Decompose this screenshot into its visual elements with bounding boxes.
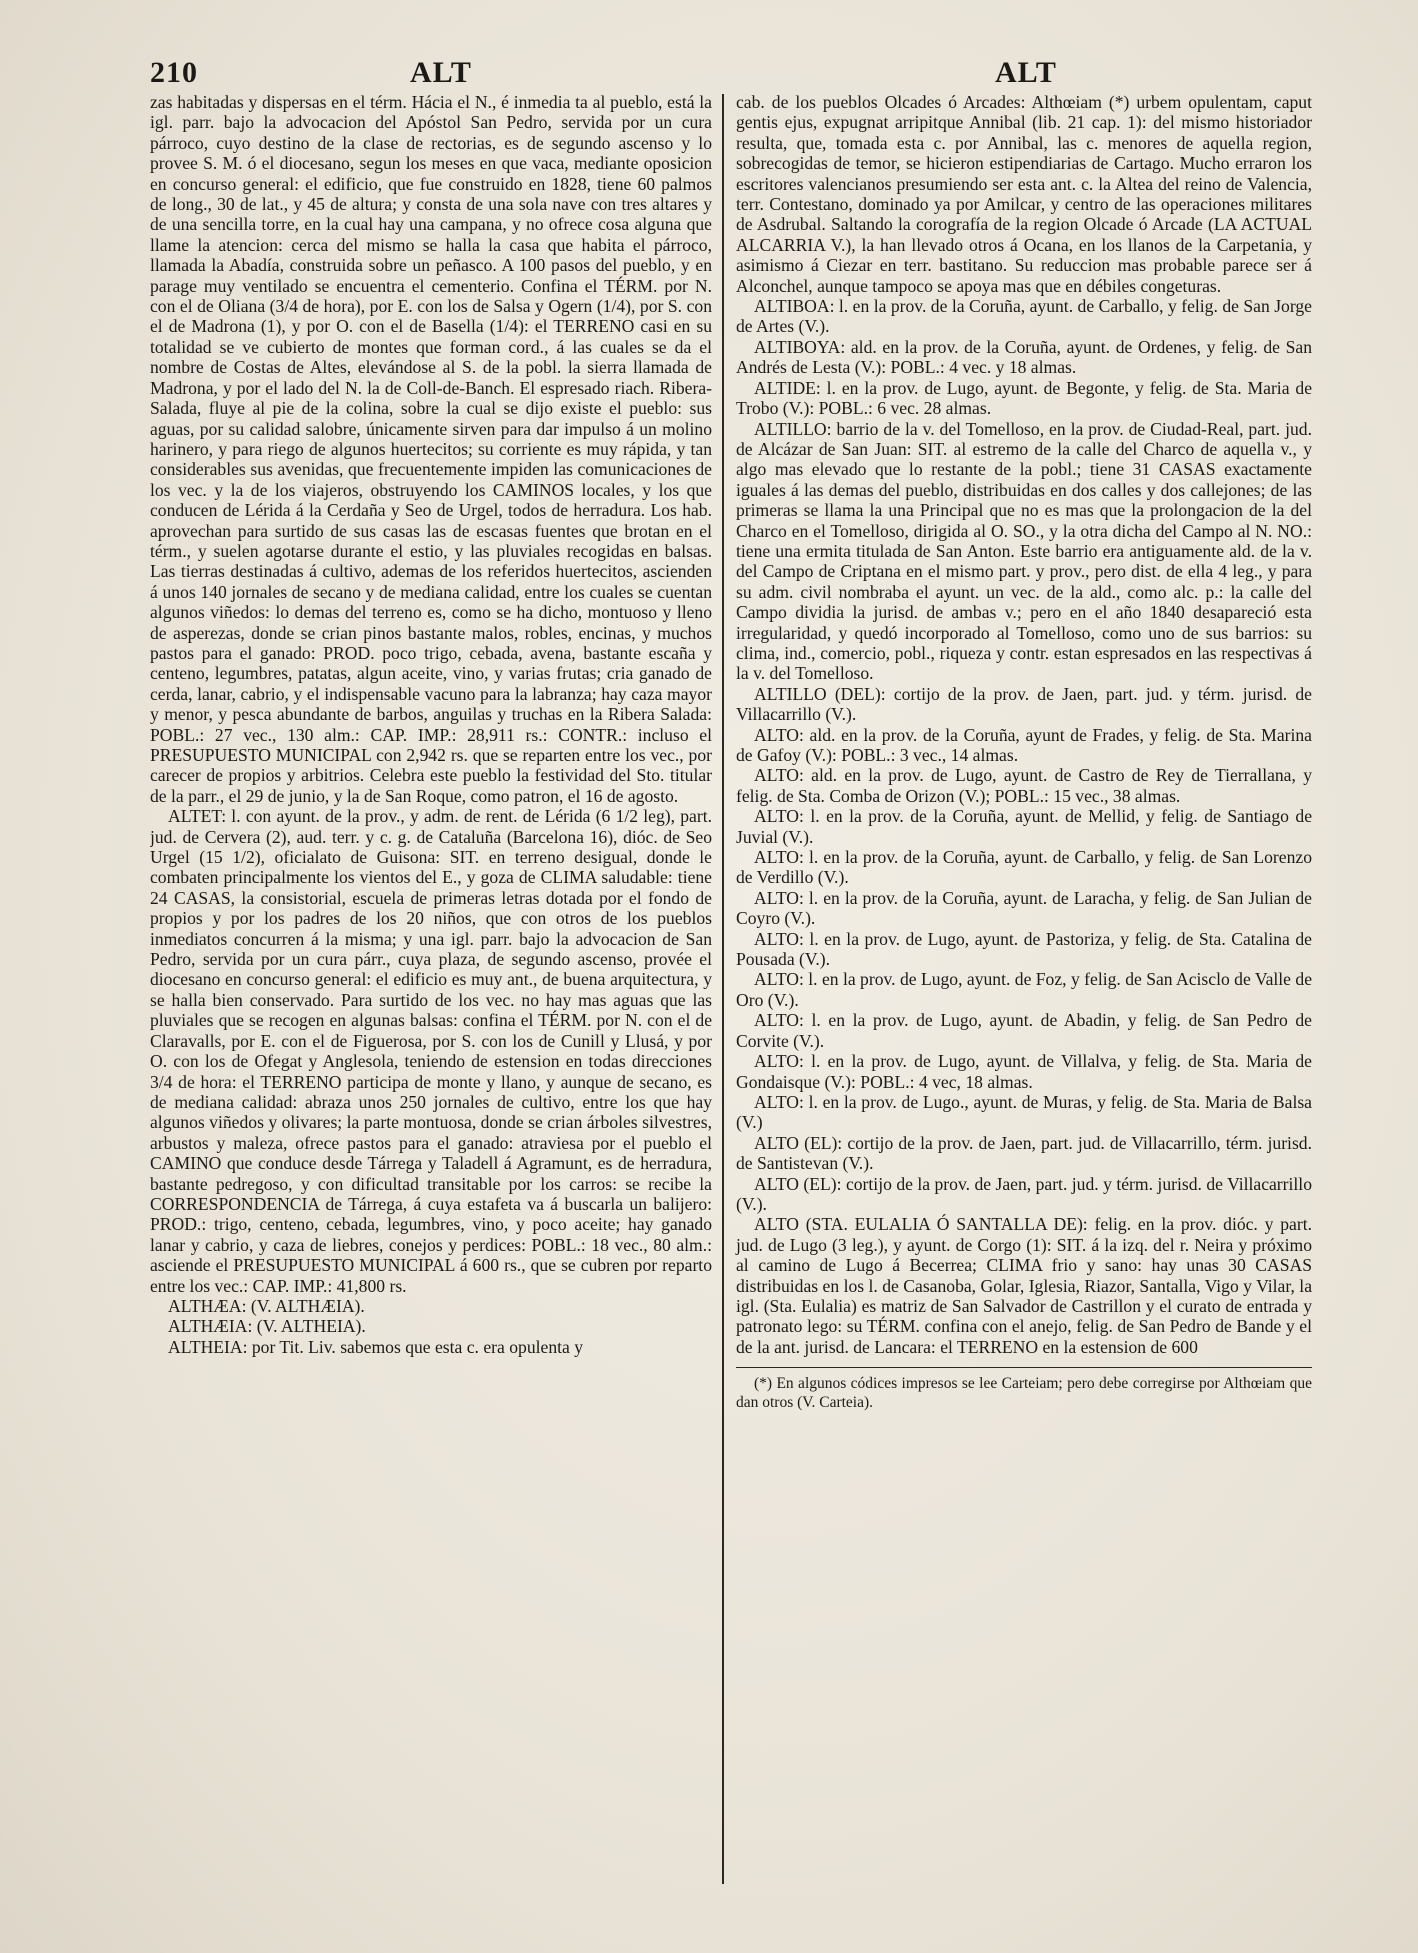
entry-paragraph: cab. de los pueblos Olcades ó Arcades: Althœiam (*) urbem opulentam, caput gentis ejus, expugnat arripitque Annibal (lib. 21 cap. 1): del mismo historiador resulta, que, tomada esta c. por Annibal, las c. menores de aquella region, sobrecogidas de temor, se hicieron estipendiarias de Cartago. Mucho erraron los escritores valencianos presumiendo ser esta ant. c. la Altea del reino de Valencia, terr. Contestano, dominado ya por Amilcar, y centro de las operaciones militares de Asdrubal. Saltando la corografía de la region Olcade ó Arcade (LA ACTUAL ALCARRIA V.), la han llevado otros á Ocana, en los llanos de la Carpetania, y asimismo á Ciezar en terr. bastitano. Su reduccion mas probable parece ser á Alconchel, aunque tampoco se apoya mas que en débiles congeturas.: [736, 92, 1312, 296]
entry-alto: ALTO: l. en la prov. de Lugo, ayunt. de Abadin, y felig. de San Pedro de Corvite (V.).: [736, 1010, 1312, 1051]
entry-paragraph: zas habitadas y dispersas en el térm. Hácia el N., é inmedia ta al pueblo, está la igl. parr. bajo la advocacion del Apóstol San Pedro, servida por un cura párroco, cuyo destino de la clase de rectorias, es de segundo ascenso y lo provee S. M. ó el diocesano, segun los meses en que vaca, mediante oposicion en concurso general: el edificio, que fue construido en 1828, tiene 60 palmos de long., 30 de lat., y 45 de altura; y consta de una sola nave con tres altares y de una sencilla torre, en la cual hay una campana, y no ofrece cosa alguna que llame la atencion: cerca del mismo se halla la casa que habita el párroco, llamada la Abadía, construida sobre un peñasco. A 100 pasos del pueblo, y en parage muy ventilado se encuentra el cementerio. Confina el TÉRM. por N. con el de Oliana (3/4 de hora), por E. con los de Salsa y Ogern (1/4), por S. con el de Madrona (1), y por O. con el de Basella (1/4): el TERRENO casi en su totalidad se ve cubierto de montes que forman cord., á las cuales se da el nombre de Costas de Altes, elevándose al S. de la pobl. la sierra llamada de Madrona, y por el lado del N. la de Coll-de-Banch. El espresado riach. Ribera-Salada, fluye al pie de la colina, sobre la cual se dijo existe el pueblo: sus aguas, por su calidad salobre, únicamente sirven para dar impulso á un molino harinero, y para riego de algunos huertecitos; su corriente es muy rápida, y tan considerables sus avenidas, que frecuentemente impiden las comunicaciones de los vec. y la de los viajeros, obstruyendo los CAMINOS locales, y los que conducen de Lérida á la Cerdaña y Seo de Urgel, todos de herradura. Los hab. aprovechan para surtido de sus casas las de escasas fuentes que brotan en el térm., y suelen agotarse durante el estio, y las pluviales recogidas en balsas. Las tierras destinadas á cultivo, ademas de los referidos huertecitos, ascienden á unos 140 jornales de secano y de mediana calidad, entre los cuales se cuentan algunos viñedos: lo demas del terreno es, como se ha dicho, montuoso y lleno de asperezas, donde se crian pinos bastante malos, robles, encinas, y muchos pastos para el ganado: PROD. poco trigo, cebada, avena, bastante escaña y centeno, legumbres, patatas, algun aceite, vino, y varias frutas; cria ganado de cerda, lanar, cabrio, y el indispensable vacuno para la labranza; hay caza mayor y menor, y pesca abundante de barbos, anguilas y truchas en la Ribera Salada: POBL.: 27 vec., 130 alm.: CAP. IMP.: 28,911 rs.: CONTR.: incluso el PRESUPUESTO MUNICIPAL con 2,942 rs. que se reparten entre los vec., por carecer de propios y arbitrios. Celebra este pueblo la festividad del Sto. titular de la parr., el 29 de junio, y la de San Roque, como patron, el 16 de agosto.: [150, 92, 712, 806]
entry-alto: ALTO: l. en la prov. de la Coruña, ayunt. de Laracha, y felig. de San Julian de Coyro (V.).: [736, 887, 1312, 929]
entry-altiboya: ALTIBOYA: ald. en la prov. de la Coruña, ayunt. de Ordenes, y felig. de San Andrés de Lesta (V.): POBL.: 4 vec. y 18 almas.: [736, 336, 1312, 378]
entry-alto-el: ALTO (EL): cortijo de la prov. de Jaen, part. jud. de Villacarrillo, térm. jurisd. de Santistevan (V.).: [736, 1132, 1312, 1174]
entry-altiboa: ALTIBOA: l. en la prov. de la Coruña, ayunt. de Carballo, y felig. de San Jorge de Artes (V.).: [736, 296, 1312, 337]
entry-altillo: ALTILLO: barrio de la v. del Tomelloso, en la prov. de Ciudad-Real, part. jud. de Alcázar de San Juan: SIT. al estremo de la calle del Charco de aquella v., y algo mas elevado que lo restante de la pobl.; tiene 31 CASAS exactamente iguales á las demas del pueblo, distribuidas en dos calles y dos callejones; de las primeras se llama la una Principal que no es mas que la prolongacion de la del Charco en el Tomelloso, dirigida al O. SO., y la otra dicha del Campo al N. NO.: tiene una ermita titulada de San Anton. Este barrio era antiguamente ald. de la v. del Campo de Criptana en el mismo part. y prov., pero dist. de ella 4 leg., y para su adm. civil nombraba el ayunt. un vec. de la ald., como alc. p.: la calle del Campo dividia la jurisd. de ambas v.; pero en el año 1840 desapareció esta irregularidad, y quedó incorporado al Tomelloso, como uno de sus barrios: su clima, ind., comercio, pobl., riqueza y contr. estan espresados en las respectivas á la v. del Tomelloso.: [736, 418, 1312, 684]
entry-alto: ALTO: ald. en la prov. de la Coruña, ayunt de Frades, y felig. de Sta. Marina de Gafoy (V.): POBL.: 3 vec., 14 almas.: [736, 724, 1312, 765]
entry-altide: ALTIDE: l. en la prov. de Lugo, ayunt. de Begonte, y felig. de Sta. Maria de Trobo (V.): POBL.: 6 vec. 28 almas.: [736, 377, 1312, 419]
footnote-divider: [736, 1367, 1312, 1368]
text-columns: [150, 92, 1340, 1884]
entry-alto-sta-eulalia: ALTO (STA. EULALIA Ó SANTALLA DE): felig. en la prov. dióc. y part. jud. de Lugo (3 leg.), y ayunt. de Corgo (1): SIT. á la izq. del r. Neira y próximo al camino de Lugo á Becerrea; CLIMA frio y sano: hay unas 30 CASAS distribuidas en los l. de Casanoba, Golar, Iglesia, Riazor, Santalla, Vigo y Vilar, la igl. (Sta. Eulalia) es matriz de San Salvador de Castrillon y el curato de entrada y patronato lego: su TÉRM. confina con el anejo, felig. de San Pedro de Bande y el de la ant. jurisd. de Lancara: el TERRENO en la estension de 600: [736, 1214, 1312, 1357]
right-running-head: ALT: [995, 56, 1057, 89]
entry-alto-el: ALTO (EL): cortijo de la prov. de Jaen, part. jud. y térm. jurisd. de Villacarrillo (V.).: [736, 1173, 1312, 1214]
entry-althaea: ALTHÆA: (V. ALTHÆIA).: [168, 1295, 365, 1316]
entry-alto: ALTO: ald. en la prov. de Lugo, ayunt. de Castro de Rey de Tierrallana, y felig. de Sta. Comba de Orizon (V.); POBL.: 15 vec., 38 almas.: [736, 765, 1312, 806]
left-running-head: ALT: [410, 56, 472, 89]
entry-alto: ALTO: l. en la prov. de Lugo, ayunt. de Villalva, y felig. de Sta. Maria de Gondaisque (V.): POBL.: 4 vec, 18 almas.: [736, 1051, 1312, 1092]
entry-alto: ALTO: l. en la prov. de la Coruña, ayunt. de Carballo, y felig. de San Lorenzo de Verdillo (V.).: [736, 847, 1312, 888]
entry-althaeia: ALTHÆIA: (V. ALTHEIA).: [168, 1316, 366, 1337]
page-number: 210: [150, 56, 198, 89]
entry-alto: ALTO: l. en la prov. de Lugo, ayunt. de Foz, y felig. de San Acisclo de Valle de Oro (V.).: [736, 969, 1312, 1010]
left-column: [150, 92, 722, 1884]
page-header: [150, 48, 1340, 92]
footnote: (*) En algunos códices impresos se lee Carteiam; pero debe corregirse por Althœiam que dan otros (V. Carteia).: [736, 1375, 1312, 1412]
entry-altet: ALTET: l. con ayunt. de la prov., y adm. de rent. de Lérida (6 1/2 leg), part. jud. de Cervera (2), aud. terr. y c. g. de Cataluña (Barcelona 16), dióc. de Seo Urgel (15 1/2), oficialato de Guisona: SIT. en terreno desigual, donde le combaten principalmente los vientos del E., y goza de CLIMA saludable: tiene 24 CASAS, la consistorial, escuela de primeras letras dotada por el fondo de propios y por los padres de los 20 niños, que con otros de los pueblos inmediatos concurren á la misma; y una igl. parr. bajo la advocacion de San Pedro, servida por un cura párr., cuya plaza, de segundo ascenso, provée el diocesano en concurso general: el edificio es muy ant., de buena arquitectura, y se halla bien conservado. Para surtido de los vec. no hay mas aguas que las pluviales que se recogen en algunas balsas: confina el TÉRM. por N. con el de Claravalls, por E. con el de Figuerosa, por S. con los de Cunill y Llusá, y por O. con los de Ofegat y Anglesola, teniendo de estension en todas direcciones 3/4 de hora: el TERRENO participa de monte y llano, y aunque de secano, es de mediana calidad: abraza unos 250 jornales de cultivo, entre los que hay algunos viñedos y olivares; la parte montuosa, donde se crian árboles silvestres, arbustos y maleza, ofrece pastos para el ganado: atraviesa por el pueblo el CAMINO que conduce desde Tárrega y Taladell á Agramunt, es de herradura, bastante pedregoso, y con dificultad transitable por los carros: se recibe la CORRESPONDENCIA de Tárrega, á cuya estafeta va á buscarla un balijero: PROD.: trigo, centeno, cebada, legumbres, vino, y poco aceite; hay ganado lanar y cabrio, y caza de liebres, conejos y perdices: POBL.: 18 vec., 80 alm.: asciende el PRESUPUESTO MUNICIPAL á 600 rs., que se cubren por reparto entre los vec.: CAP. IMP.: 41,800 rs.: [150, 806, 712, 1296]
entry-alto: ALTO: l. en la prov. de la Coruña, ayunt. de Mellid, y felig. de Santiago de Juvial (V.).: [736, 806, 1312, 847]
entry-alto: ALTO: l. en la prov. de Lugo., ayunt. de Muras, y felig. de Sta. Maria de Balsa (V.): [736, 1091, 1312, 1133]
right-column: [724, 92, 1312, 1884]
entry-altillo-del: ALTILLO (DEL): cortijo de la prov. de Jaen, part. jud. y térm. jurisd. de Villacarrillo (V.).: [736, 683, 1312, 725]
entry-altheia: ALTHEIA: por Tit. Liv. sabemos que esta c. era opulenta y: [168, 1336, 584, 1357]
entry-alto: ALTO: l. en la prov. de Lugo, ayunt. de Pastoriza, y felig. de Sta. Catalina de Pousada (V.).: [736, 928, 1312, 970]
